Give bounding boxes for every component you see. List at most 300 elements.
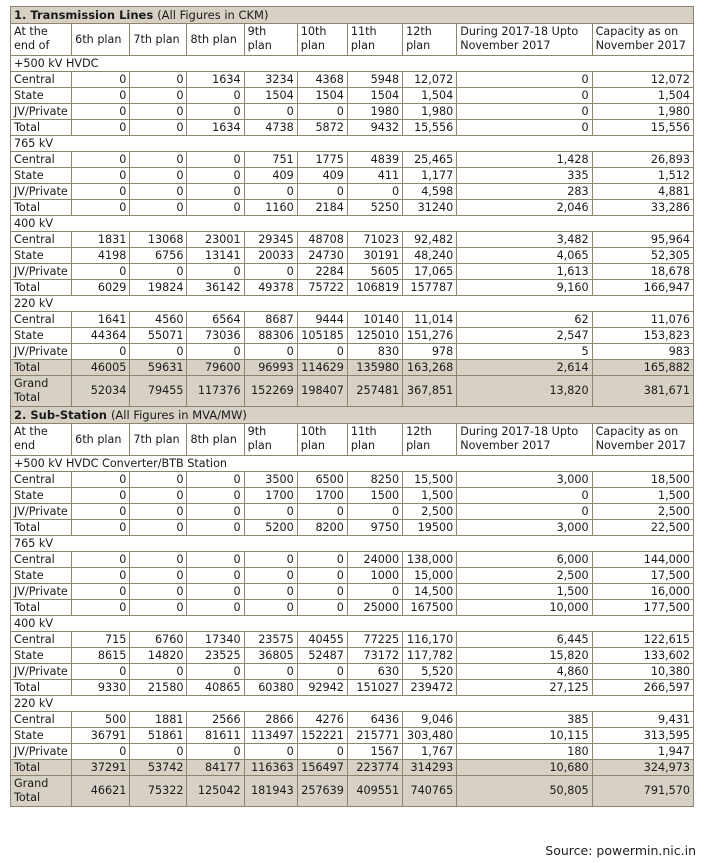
voltage-group-row <box>11 296 694 312</box>
column-header: 11th plan <box>347 424 402 456</box>
column-header: 7th plan <box>130 424 187 456</box>
table-cell: 1831 <box>72 232 130 248</box>
column-header: 7th plan <box>130 24 187 56</box>
table-cell: 4368 <box>297 72 347 88</box>
table-cell: 46005 <box>72 360 130 376</box>
table-cell: 6,445 <box>457 632 592 648</box>
table-cell: 1,504 <box>592 88 693 104</box>
voltage-group-row <box>11 536 694 552</box>
table-cell: 0 <box>244 744 297 760</box>
row-label: JV/Private <box>11 664 72 680</box>
table-cell: 1,428 <box>457 152 592 168</box>
column-header: At the end of <box>11 24 72 56</box>
voltage-group-label: 400 kV <box>11 616 694 632</box>
table-row <box>11 600 694 616</box>
table-cell: 151027 <box>347 680 402 696</box>
table-cell: 0 <box>187 184 244 200</box>
table-cell: 18,500 <box>592 472 693 488</box>
table-cell: 8687 <box>244 312 297 328</box>
grand-total-row <box>11 376 694 407</box>
table-cell: 0 <box>457 504 592 520</box>
table-cell: 0 <box>187 504 244 520</box>
table-cell: 17340 <box>187 632 244 648</box>
table-cell: 257481 <box>347 376 402 407</box>
table-cell: 314293 <box>403 760 457 776</box>
table-cell: 33,286 <box>592 200 693 216</box>
table-row <box>11 104 694 120</box>
table-cell: 0 <box>187 200 244 216</box>
table-cell: 5,520 <box>403 664 457 680</box>
table-cell: 0 <box>72 184 130 200</box>
row-label: State <box>11 728 72 744</box>
table-cell: 9750 <box>347 520 402 536</box>
table-cell: 165,882 <box>592 360 693 376</box>
table-cell: 1,767 <box>403 744 457 760</box>
table-cell: 116363 <box>244 760 297 776</box>
table-cell: 0 <box>130 472 187 488</box>
table-cell: 4276 <box>297 712 347 728</box>
table-row <box>11 632 694 648</box>
table-cell: 6756 <box>130 248 187 264</box>
table-cell: 266,597 <box>592 680 693 696</box>
table-cell: 0 <box>244 568 297 584</box>
table-cell: 2184 <box>297 200 347 216</box>
table-cell: 3,000 <box>457 520 592 536</box>
substation-title-row <box>11 407 694 424</box>
table-cell: 36142 <box>187 280 244 296</box>
table-cell: 16,000 <box>592 584 693 600</box>
table-cell: 1775 <box>297 152 347 168</box>
table-cell: 79600 <box>187 360 244 376</box>
column-header: 12th plan <box>403 424 457 456</box>
table-cell: 163,268 <box>403 360 457 376</box>
table-cell: 17,065 <box>403 264 457 280</box>
table-cell: 125010 <box>347 328 402 344</box>
table-cell: 1,512 <box>592 168 693 184</box>
voltage-group-row <box>11 216 694 232</box>
table-cell: 0 <box>72 520 130 536</box>
table-cell: 0 <box>72 88 130 104</box>
table-cell: 88306 <box>244 328 297 344</box>
table-cell: 14,500 <box>403 584 457 600</box>
table-cell: 0 <box>244 600 297 616</box>
table-cell: 0 <box>187 552 244 568</box>
table-cell: 15,556 <box>592 120 693 136</box>
section-title-text: 1. Transmission Lines <box>14 8 154 22</box>
table-row <box>11 312 694 328</box>
table-cell: 55071 <box>130 328 187 344</box>
table-cell: 0 <box>72 488 130 504</box>
table-cell: 3500 <box>244 472 297 488</box>
table-cell: 10,380 <box>592 664 693 680</box>
row-label: Central <box>11 232 72 248</box>
table-cell: 1634 <box>187 120 244 136</box>
table-cell: 15,556 <box>403 120 457 136</box>
row-label: Central <box>11 552 72 568</box>
table-cell: 62 <box>457 312 592 328</box>
substation-header-row <box>11 424 694 456</box>
table-cell: 0 <box>72 168 130 184</box>
table-cell: 180 <box>457 744 592 760</box>
table-cell: 181943 <box>244 776 297 807</box>
table-cell: 313,595 <box>592 728 693 744</box>
row-label: Central <box>11 72 72 88</box>
table-cell: 0 <box>187 152 244 168</box>
table-cell: 105185 <box>297 328 347 344</box>
table-cell: 5948 <box>347 72 402 88</box>
table-cell: 0 <box>187 104 244 120</box>
table-cell: 92,482 <box>403 232 457 248</box>
table-cell: 0 <box>130 120 187 136</box>
table-cell: 11,014 <box>403 312 457 328</box>
table-cell: 0 <box>187 88 244 104</box>
table-cell: 52034 <box>72 376 130 407</box>
table-cell: 0 <box>347 504 402 520</box>
table-cell: 0 <box>297 664 347 680</box>
row-label: Grand Total <box>11 376 72 407</box>
table-cell: 1504 <box>347 88 402 104</box>
table-cell: 151,276 <box>403 328 457 344</box>
table-cell: 44364 <box>72 328 130 344</box>
table-row <box>11 744 694 760</box>
row-label: JV/Private <box>11 504 72 520</box>
table-cell: 75322 <box>130 776 187 807</box>
row-label: JV/Private <box>11 584 72 600</box>
table-row <box>11 520 694 536</box>
row-label: State <box>11 328 72 344</box>
table-cell: 0 <box>130 72 187 88</box>
transmission-title-row <box>11 7 694 24</box>
voltage-group-row <box>11 456 694 472</box>
table-row <box>11 680 694 696</box>
table-cell: 52487 <box>297 648 347 664</box>
row-label: Central <box>11 312 72 328</box>
row-label: Central <box>11 152 72 168</box>
table-cell: 0 <box>187 584 244 600</box>
table-cell: 19500 <box>403 520 457 536</box>
table-cell: 9432 <box>347 120 402 136</box>
table-cell: 0 <box>297 504 347 520</box>
row-label: Total <box>11 600 72 616</box>
row-label: JV/Private <box>11 344 72 360</box>
table-cell: 409551 <box>347 776 402 807</box>
table-cell: 5200 <box>244 520 297 536</box>
table-cell: 257639 <box>297 776 347 807</box>
table-cell: 81611 <box>187 728 244 744</box>
table-cell: 0 <box>187 664 244 680</box>
table-cell: 0 <box>297 104 347 120</box>
table-cell: 117,782 <box>403 648 457 664</box>
table-cell: 77225 <box>347 632 402 648</box>
table-cell: 152221 <box>297 728 347 744</box>
row-label: Total <box>11 520 72 536</box>
table-cell: 19824 <box>130 280 187 296</box>
voltage-group-row <box>11 56 694 72</box>
table-cell: 715 <box>72 632 130 648</box>
table-cell: 114629 <box>297 360 347 376</box>
row-label: Total <box>11 280 72 296</box>
table-cell: 26,893 <box>592 152 693 168</box>
table-row <box>11 184 694 200</box>
table-cell: 117376 <box>187 376 244 407</box>
power-capacity-table <box>10 6 694 807</box>
table-cell: 2,500 <box>403 504 457 520</box>
table-cell: 40865 <box>187 680 244 696</box>
table-cell: 1504 <box>244 88 297 104</box>
table-cell: 324,973 <box>592 760 693 776</box>
table-cell: 18,678 <box>592 264 693 280</box>
row-label: Total <box>11 120 72 136</box>
transmission-header-row <box>11 24 694 56</box>
table-cell: 0 <box>244 184 297 200</box>
table-cell: 1,980 <box>403 104 457 120</box>
table-cell: 367,851 <box>403 376 457 407</box>
table-cell: 2,547 <box>457 328 592 344</box>
table-cell: 95,964 <box>592 232 693 248</box>
table-row <box>11 712 694 728</box>
table-cell: 10,000 <box>457 600 592 616</box>
column-header: 6th plan <box>72 424 130 456</box>
table-cell: 0 <box>457 104 592 120</box>
table-cell: 409 <box>297 168 347 184</box>
table-cell: 24730 <box>297 248 347 264</box>
table-cell: 51861 <box>130 728 187 744</box>
table-row <box>11 280 694 296</box>
table-cell: 60380 <box>244 680 297 696</box>
table-row <box>11 664 694 680</box>
voltage-group-label: 765 kV <box>11 136 694 152</box>
table-cell: 152269 <box>244 376 297 407</box>
table-cell: 116,170 <box>403 632 457 648</box>
table-cell: 8615 <box>72 648 130 664</box>
row-label: State <box>11 488 72 504</box>
table-cell: 2,046 <box>457 200 592 216</box>
table-cell: 0 <box>130 504 187 520</box>
table-cell: 239472 <box>403 680 457 696</box>
table-cell: 15,500 <box>403 472 457 488</box>
table-cell: 4839 <box>347 152 402 168</box>
table-cell: 4198 <box>72 248 130 264</box>
power-capacity-table-container <box>10 6 694 807</box>
voltage-group-label: +500 kV HVDC Converter/BTB Station <box>11 456 694 472</box>
row-label: Total <box>11 360 72 376</box>
row-label: State <box>11 648 72 664</box>
table-cell: 0 <box>72 504 130 520</box>
table-row <box>11 360 694 376</box>
table-row <box>11 232 694 248</box>
table-cell: 0 <box>297 600 347 616</box>
column-header: 11th plan <box>347 24 402 56</box>
table-cell: 50,805 <box>457 776 592 807</box>
table-cell: 215771 <box>347 728 402 744</box>
row-label: Central <box>11 632 72 648</box>
row-label: Central <box>11 712 72 728</box>
table-row <box>11 88 694 104</box>
row-label: State <box>11 568 72 584</box>
table-cell: 23001 <box>187 232 244 248</box>
table-cell: 6564 <box>187 312 244 328</box>
row-label: State <box>11 168 72 184</box>
table-cell: 1,500 <box>457 584 592 600</box>
table-cell: 1641 <box>72 312 130 328</box>
table-cell: 4,860 <box>457 664 592 680</box>
table-cell: 5250 <box>347 200 402 216</box>
table-cell: 0 <box>130 200 187 216</box>
source-note: Source: powermin.nic.in <box>545 843 696 858</box>
table-cell: 0 <box>130 184 187 200</box>
column-header: 9th plan <box>244 424 297 456</box>
table-cell: 0 <box>72 72 130 88</box>
table-cell: 0 <box>130 664 187 680</box>
table-row <box>11 328 694 344</box>
table-row <box>11 200 694 216</box>
table-cell: 73036 <box>187 328 244 344</box>
table-cell: 0 <box>130 264 187 280</box>
table-cell: 3,000 <box>457 472 592 488</box>
table-row <box>11 344 694 360</box>
table-cell: 79455 <box>130 376 187 407</box>
column-header: 12th plan <box>403 24 457 56</box>
voltage-group-label: 220 kV <box>11 296 694 312</box>
table-cell: 144,000 <box>592 552 693 568</box>
table-cell: 2,614 <box>457 360 592 376</box>
table-row <box>11 648 694 664</box>
row-label: JV/Private <box>11 104 72 120</box>
table-cell: 12,072 <box>592 72 693 88</box>
column-header: 8th plan <box>187 424 244 456</box>
column-header: 10th plan <box>297 24 347 56</box>
table-cell: 1504 <box>297 88 347 104</box>
table-cell: 5605 <box>347 264 402 280</box>
row-label: Total <box>11 680 72 696</box>
table-cell: 830 <box>347 344 402 360</box>
table-cell: 1,947 <box>592 744 693 760</box>
table-cell: 0 <box>72 600 130 616</box>
table-cell: 385 <box>457 712 592 728</box>
table-cell: 13141 <box>187 248 244 264</box>
voltage-group-label: +500 kV HVDC <box>11 56 694 72</box>
table-cell: 1700 <box>297 488 347 504</box>
column-header: 10th plan <box>297 424 347 456</box>
table-cell: 0 <box>72 200 130 216</box>
table-row <box>11 120 694 136</box>
table-cell: 6760 <box>130 632 187 648</box>
table-cell: 978 <box>403 344 457 360</box>
table-cell: 40455 <box>297 632 347 648</box>
table-cell: 6,000 <box>457 552 592 568</box>
table-cell: 5 <box>457 344 592 360</box>
table-cell: 21580 <box>130 680 187 696</box>
table-cell: 0 <box>72 152 130 168</box>
table-cell: 303,480 <box>403 728 457 744</box>
table-cell: 409 <box>244 168 297 184</box>
table-cell: 48708 <box>297 232 347 248</box>
table-cell: 1700 <box>244 488 297 504</box>
row-label: JV/Private <box>11 184 72 200</box>
table-cell: 0 <box>187 520 244 536</box>
table-cell: 6500 <box>297 472 347 488</box>
table-row <box>11 152 694 168</box>
table-cell: 73172 <box>347 648 402 664</box>
table-row <box>11 552 694 568</box>
table-cell: 0 <box>72 264 130 280</box>
table-cell: 0 <box>297 344 347 360</box>
table-cell: 0 <box>297 584 347 600</box>
table-cell: 30191 <box>347 248 402 264</box>
column-header: 9th plan <box>244 24 297 56</box>
table-cell: 630 <box>347 664 402 680</box>
table-cell: 1567 <box>347 744 402 760</box>
table-cell: 29345 <box>244 232 297 248</box>
voltage-group-row <box>11 136 694 152</box>
table-cell: 27,125 <box>457 680 592 696</box>
table-row <box>11 168 694 184</box>
table-cell: 13068 <box>130 232 187 248</box>
table-cell: 166,947 <box>592 280 693 296</box>
row-label: State <box>11 248 72 264</box>
table-cell: 46621 <box>72 776 130 807</box>
table-cell: 177,500 <box>592 600 693 616</box>
table-cell: 52,305 <box>592 248 693 264</box>
table-cell: 23525 <box>187 648 244 664</box>
table-cell: 5872 <box>297 120 347 136</box>
table-cell: 92942 <box>297 680 347 696</box>
voltage-group-row <box>11 616 694 632</box>
table-cell: 113497 <box>244 728 297 744</box>
table-cell: 0 <box>457 488 592 504</box>
table-cell: 0 <box>244 504 297 520</box>
column-header: Capacity as on November 2017 <box>592 24 693 56</box>
table-cell: 198407 <box>297 376 347 407</box>
table-row <box>11 760 694 776</box>
table-cell: 2,500 <box>592 504 693 520</box>
table-cell: 84177 <box>187 760 244 776</box>
row-label: JV/Private <box>11 264 72 280</box>
table-row <box>11 264 694 280</box>
row-label: State <box>11 88 72 104</box>
table-row <box>11 584 694 600</box>
table-cell: 3234 <box>244 72 297 88</box>
table-cell: 0 <box>72 584 130 600</box>
table-cell: 0 <box>297 552 347 568</box>
table-cell: 4,881 <box>592 184 693 200</box>
table-cell: 1,500 <box>592 488 693 504</box>
table-cell: 8250 <box>347 472 402 488</box>
table-cell: 0 <box>130 584 187 600</box>
table-cell: 1000 <box>347 568 402 584</box>
table-cell: 24000 <box>347 552 402 568</box>
table-cell: 0 <box>72 120 130 136</box>
column-header: Capacity as on November 2017 <box>592 424 693 456</box>
table-cell: 983 <box>592 344 693 360</box>
table-cell: 0 <box>457 120 592 136</box>
table-cell: 53742 <box>130 760 187 776</box>
table-cell: 0 <box>244 584 297 600</box>
table-cell: 135980 <box>347 360 402 376</box>
table-cell: 20033 <box>244 248 297 264</box>
table-cell: 0 <box>187 344 244 360</box>
table-cell: 10,115 <box>457 728 592 744</box>
table-cell: 0 <box>297 568 347 584</box>
table-cell: 1,177 <box>403 168 457 184</box>
table-cell: 0 <box>347 584 402 600</box>
table-cell: 0 <box>347 184 402 200</box>
table-cell: 25000 <box>347 600 402 616</box>
table-row <box>11 488 694 504</box>
table-cell: 23575 <box>244 632 297 648</box>
table-cell: 1634 <box>187 72 244 88</box>
table-row <box>11 728 694 744</box>
